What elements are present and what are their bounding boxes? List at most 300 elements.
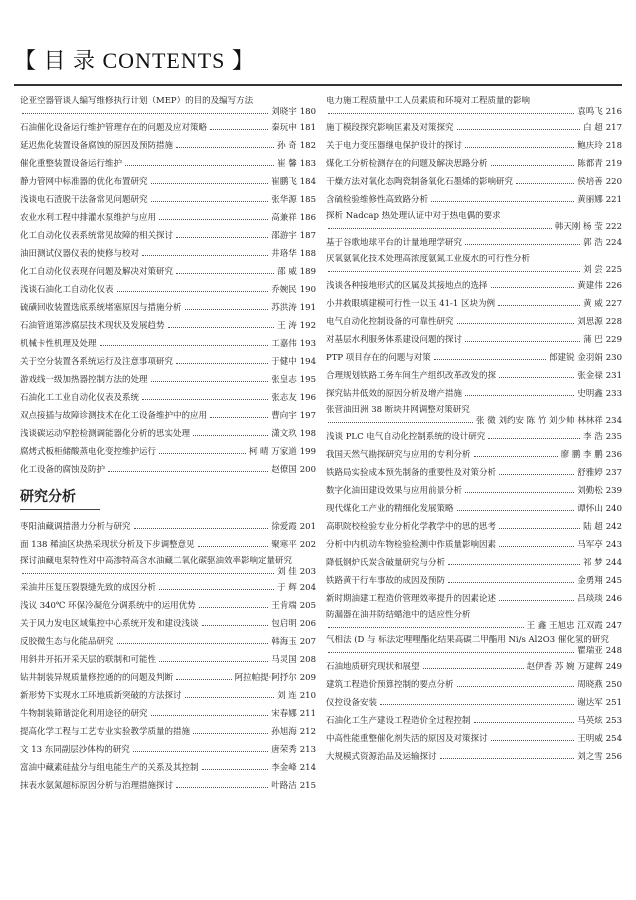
entry-title: 石油化工工业自动化仪表及系统: [20, 393, 140, 403]
leader-dots: [440, 758, 575, 759]
leader-dots: [328, 228, 552, 229]
leader-dots: [210, 417, 268, 418]
entry-page: 193: [299, 339, 316, 349]
entry-page: 233: [605, 389, 622, 399]
entry-title: PTP 项目存在的问题与对策: [326, 353, 431, 363]
toc-entry[interactable]: [326, 520, 622, 531]
leader-dots: [176, 363, 268, 364]
entry-title: 延迟焦化装置设备腐蚀的原因及预防措施: [20, 141, 174, 151]
toc-entry[interactable]: [20, 635, 316, 646]
leader-dots: [465, 492, 574, 493]
leader-dots: [457, 686, 575, 687]
toc-entry[interactable]: [20, 175, 316, 186]
entry-title: 牛物制装筛谐淀化利用途径的研究: [20, 709, 148, 719]
toc-entry[interactable]: [20, 157, 316, 168]
entry-author: 邵游宇: [271, 231, 297, 241]
entry-title: 石油管道第涉腐层技术现状及发展趋势: [20, 321, 165, 331]
entry-page: 239: [605, 486, 622, 496]
toc-entry[interactable]: [20, 301, 316, 312]
toc-entry[interactable]: [20, 581, 316, 592]
entry-page: 253: [605, 716, 622, 726]
toc-entry[interactable]: [326, 635, 622, 657]
entry-title: 小井救眼填建模可行性一以玉 41-1 区块为例: [326, 299, 496, 309]
entry-page: 191: [299, 303, 316, 313]
leader-dots: [499, 377, 574, 378]
toc-entry[interactable]: [20, 779, 316, 790]
entry-page: 182: [299, 141, 316, 151]
entry-author: 张华源: [271, 195, 297, 205]
entry-author: 井珞华: [271, 249, 297, 259]
entry-author: 高兼祥: [271, 213, 297, 223]
leader-dots: [108, 471, 268, 472]
toc-entry[interactable]: [326, 211, 622, 233]
entry-page: 228: [605, 317, 622, 327]
entry-title: 关于电力变压器继电保护设计的探讨: [326, 141, 463, 151]
toc-entry[interactable]: [326, 538, 622, 549]
entry-title: 论亚空器管谈人编写维修执行计划（MEP）的目的及编写方法: [20, 96, 254, 106]
toc-entry[interactable]: [326, 660, 622, 671]
entry-author: 王 鑫 王旭忠 江双霞: [526, 621, 603, 631]
entry-title: 石油催化设备运行维护管理存在的问题及应对策略: [20, 123, 208, 133]
leader-dots: [457, 510, 575, 511]
entry-page: 192: [299, 321, 316, 331]
entry-page: 256: [605, 752, 622, 762]
leader-dots: [328, 652, 574, 653]
leader-dots: [100, 345, 269, 346]
leader-dots: [499, 528, 580, 529]
entry-title: 合理规划铁路工务车间生产组织改革改发的探: [326, 371, 497, 381]
toc-entry[interactable]: [20, 653, 316, 664]
entry-page: 194: [299, 357, 316, 367]
leader-dots: [151, 183, 269, 184]
entry-title: 文 13 东同副层沙体构的研究: [20, 745, 130, 755]
entry-page: 221: [605, 195, 622, 205]
entry-author: 蒲 巴: [583, 335, 603, 345]
leader-dots: [193, 435, 268, 436]
entry-author: 刘 佳: [277, 567, 297, 577]
entry-author: 秦玩申: [271, 123, 297, 133]
leader-dots: [448, 582, 574, 583]
entry-page: 181: [299, 123, 316, 133]
toc-entry[interactable]: [326, 387, 622, 398]
entry-page: 203: [299, 567, 316, 577]
entry-page: 205: [299, 601, 316, 611]
entry-author: 邵 威: [277, 267, 297, 277]
toc-entry[interactable]: [326, 466, 622, 477]
toc-entry[interactable]: [20, 283, 316, 294]
entry-page: 190: [299, 285, 316, 295]
entry-author: 乔婉民: [271, 285, 297, 295]
entry-page: 212: [299, 727, 316, 737]
entry-author: 白 超: [583, 123, 603, 133]
entry-author: 张 微 刘约安 陈 竹 刘少帅 林林祥: [476, 416, 603, 426]
entry-page: 250: [605, 680, 622, 690]
toc-entry[interactable]: [20, 337, 316, 348]
toc-entry[interactable]: [326, 678, 622, 689]
entry-author: 黄建伟: [577, 281, 603, 291]
entry-author: 于 辉: [277, 583, 297, 593]
entry-title: 化工自动化仪表现存问题及解决对策研究: [20, 267, 174, 277]
entry-author: 韩天刚 杨 莹: [554, 222, 603, 232]
toc-entry[interactable]: [326, 502, 622, 513]
leader-dots: [117, 643, 269, 644]
entry-author: 祁 梦: [583, 558, 603, 568]
toc-entry[interactable]: [326, 351, 622, 362]
entry-author: 舒雅婷: [577, 468, 603, 478]
entry-author: 刘思源: [577, 317, 603, 327]
entry-page: 247: [605, 621, 622, 631]
entry-author: 李金峰: [271, 763, 297, 773]
entry-page: 225: [605, 265, 622, 275]
leader-dots: [491, 165, 575, 166]
entry-page: 206: [299, 619, 316, 629]
toc-entry[interactable]: [20, 229, 316, 240]
entry-page: 248: [605, 646, 622, 656]
entry-page: 217: [605, 123, 622, 133]
toc-entry[interactable]: [326, 96, 622, 118]
toc-entry[interactable]: [20, 520, 316, 531]
header-divider: [14, 84, 622, 86]
entry-page: 204: [299, 583, 316, 593]
entry-title: 探讨油藏电泵特性对中高渗特高含水油藏二氧化碳驱油效率影响定量研究: [20, 556, 293, 566]
entry-title: 化工设备的腐蚀及防护: [20, 465, 106, 475]
toc-entry[interactable]: [20, 761, 316, 772]
entry-page: 215: [299, 781, 316, 791]
leader-dots: [125, 165, 274, 166]
entry-page: 214: [299, 763, 316, 773]
leader-dots: [22, 113, 268, 114]
toc-entry[interactable]: [326, 193, 622, 204]
toc-entry[interactable]: [20, 599, 316, 610]
entry-author: 刘晓宇: [271, 107, 297, 117]
toc-entry[interactable]: [20, 247, 316, 258]
leader-dots: [185, 309, 269, 310]
entry-page: 237: [605, 468, 622, 478]
entry-title: 分析中内机动车物检验检测中作质量影响因素: [326, 540, 497, 550]
entry-title: 张营油田洲 38 断块井网调整对策研究: [326, 405, 470, 415]
entry-title: 降低钢炉氏炭含破量研究与分析: [326, 558, 446, 568]
entry-title: 浅议 340℃ 环保冷凝危分调系统中的运用优势: [20, 601, 196, 611]
toc-entry[interactable]: [326, 610, 622, 632]
toc-entry[interactable]: [326, 696, 622, 707]
toc-entry[interactable]: [326, 297, 622, 308]
entry-title: 现代煤化工产业的精细化发展策略: [326, 504, 454, 514]
toc-entry[interactable]: [326, 556, 622, 567]
entry-title: 浅谈 PLC 电气自动化控制系统的设计研究: [326, 432, 486, 442]
leader-dots: [380, 704, 574, 705]
entry-title: 提高化学工程与工艺专业实验教学质量的措施: [20, 727, 191, 737]
entry-author: 聚寒平: [271, 540, 297, 550]
leader-dots: [491, 740, 575, 741]
entry-author: 黄丽娜: [577, 195, 603, 205]
entry-title: 数字化油田建设效果与应用前景分析: [326, 486, 463, 496]
entry-author: 侯培善: [577, 177, 603, 187]
toc-entry[interactable]: [326, 430, 622, 441]
entry-author: 瞿瑞亚: [577, 646, 603, 656]
leader-dots: [448, 564, 580, 565]
entry-title: 浅谈石油化工自动化仪表: [20, 285, 114, 295]
leader-dots: [142, 399, 268, 400]
entry-author: 史明鑫: [577, 389, 603, 399]
toc-entry[interactable]: [20, 373, 316, 384]
contents-header: 【 目 录 CONTENTS 】: [14, 48, 255, 73]
toc-entry[interactable]: [20, 671, 316, 682]
entry-title: 浅谈碳运动窄腔检测调能器化分析的思实处理: [20, 429, 191, 439]
entry-author: 袁鸣飞: [577, 107, 603, 117]
toc-entry[interactable]: [20, 617, 316, 628]
entry-author: 王 涛: [277, 321, 297, 331]
entry-author: 张皇志: [271, 375, 297, 385]
leader-dots: [193, 733, 268, 734]
entry-page: 211: [299, 709, 316, 719]
toc-entry[interactable]: [20, 355, 316, 366]
leader-dots: [176, 679, 232, 680]
leader-dots: [431, 201, 574, 202]
leader-dots: [474, 456, 558, 457]
entry-page: 189: [299, 267, 316, 277]
toc-entry[interactable]: [20, 193, 316, 204]
entry-title: 石油化工生产建设工程造价全过程控制: [326, 716, 471, 726]
toc-entry[interactable]: [326, 236, 622, 247]
toc-entry[interactable]: [20, 409, 316, 420]
leader-dots: [328, 271, 580, 272]
leader-dots: [133, 751, 269, 752]
toc-entry[interactable]: [326, 139, 622, 150]
section-heading: 研究分析: [20, 486, 100, 510]
entry-page: 220: [605, 177, 622, 187]
left-bottom-list: [20, 520, 316, 790]
entry-title: 采油井压复压裂裂缝先致的成因分析: [20, 583, 157, 593]
entry-author: 鲍庆玲: [577, 141, 603, 151]
entry-title: 富油中藏素硅盐分与组电能生产的关系及其控制: [20, 763, 199, 773]
entry-page: 230: [605, 353, 622, 363]
entry-title: 探析 Nadcap 热处理认证中对于热电偶的要求: [326, 211, 501, 221]
entry-page: 219: [605, 159, 622, 169]
entry-author: 包启明: [271, 619, 297, 629]
leader-dots: [176, 787, 268, 788]
leader-dots: [142, 255, 268, 256]
toc-entry[interactable]: [20, 121, 316, 132]
entry-title: 中高性能重整催化剂失活的原因及对策探讨: [326, 734, 488, 744]
toc-entry[interactable]: [326, 315, 622, 326]
toc-entry[interactable]: [326, 750, 622, 761]
entry-title: 双点接插与故障诊测技术在化工设备维护中的应用: [20, 411, 208, 421]
entry-page: 216: [605, 107, 622, 117]
toc-entry[interactable]: [326, 175, 622, 186]
entry-author: 崔 馨: [277, 159, 297, 169]
toc-entry[interactable]: [326, 732, 622, 743]
leader-dots: [202, 769, 269, 770]
entry-title: 机械卡性机理及处理: [20, 339, 97, 349]
entry-page: 229: [605, 335, 622, 345]
entry-page: 197: [299, 411, 316, 421]
leader-dots: [176, 237, 268, 238]
entry-author: 马灵国: [271, 655, 297, 665]
leader-dots: [202, 625, 269, 626]
toc-entry[interactable]: [326, 333, 622, 344]
toc-entry[interactable]: [326, 714, 622, 725]
leader-dots: [134, 528, 269, 529]
entry-title: 铁路局实验成本预先制备的重要性及对策分析: [326, 468, 497, 478]
entry-title: 探究钻井低效的原因分析及增产措施: [326, 389, 463, 399]
left-top-list: [20, 96, 316, 474]
entry-page: 224: [605, 238, 622, 248]
toc-entry[interactable]: [326, 405, 622, 427]
toc-entry[interactable]: [20, 689, 316, 700]
entry-page: 198: [299, 429, 316, 439]
entry-author: 周晓燕: [577, 680, 603, 690]
entry-title: 对基层水利服务体系建设问题的探讨: [326, 335, 463, 345]
entry-title: 催化重整装置设备运行维护: [20, 159, 123, 169]
toc-entry[interactable]: [326, 448, 622, 459]
entry-title: 电力施工程质量中工人员素质和环境对工程质量的影响: [326, 96, 531, 106]
entry-page: 180: [299, 107, 316, 117]
entry-title: 基于谷歌地球平台的计量地理学研究: [326, 238, 463, 248]
toc-entry[interactable]: [20, 463, 316, 474]
leader-dots: [434, 359, 546, 360]
toc-entry[interactable]: [20, 538, 316, 549]
toc-entry[interactable]: [326, 121, 622, 132]
toc-entry[interactable]: [326, 157, 622, 168]
left-column: [20, 96, 316, 797]
entry-page: 208: [299, 655, 316, 665]
entry-page: 242: [605, 522, 622, 532]
leader-dots: [465, 395, 574, 396]
leader-dots: [328, 422, 473, 423]
entry-page: 209: [299, 673, 316, 683]
entry-author: 崔鹏飞: [271, 177, 297, 187]
entry-page: 207: [299, 637, 316, 647]
entry-author: 宋春娜: [271, 709, 297, 719]
leader-dots: [328, 113, 574, 114]
entry-author: 刘勤松: [577, 486, 603, 496]
leader-dots: [159, 453, 246, 454]
entry-author: 郭 浩: [583, 238, 603, 248]
leader-dots: [151, 201, 269, 202]
toc-entry[interactable]: [20, 725, 316, 736]
entry-page: 244: [605, 558, 622, 568]
toc-entry[interactable]: [326, 279, 622, 290]
entry-page: 222: [605, 222, 622, 232]
toc-entry[interactable]: [326, 369, 622, 380]
leader-dots: [465, 244, 580, 245]
entry-author: 柯 晴 万家道: [248, 447, 297, 457]
toc-entry[interactable]: [326, 254, 622, 276]
entry-title: 游戏线一级加热器控制方法的处理: [20, 375, 148, 385]
entry-page: 196: [299, 393, 316, 403]
entry-title: 防漏器在油井防结蜡池中的适应性分析: [326, 610, 471, 620]
entry-title: 铁路黄干行车事故的成因及预防: [326, 576, 446, 586]
toc-entry[interactable]: [20, 319, 316, 330]
entry-page: 199: [299, 447, 316, 457]
entry-title: 新时期油建工程造价管理效率提升的因素论述: [326, 594, 497, 604]
entry-author: 曹向宇: [271, 411, 297, 421]
entry-author: 韩海玉: [271, 637, 297, 647]
entry-author: 郎建锐 金羽娟: [549, 353, 603, 363]
toc-entry[interactable]: [326, 574, 622, 585]
leader-dots: [499, 474, 574, 475]
entry-title: 大规模式资源治品及运输探讨: [326, 752, 437, 762]
entry-title: 关于风力发电区域集控中心系统开发和建设浅谈: [20, 619, 199, 629]
entry-title: 关于空分装置各系统运行及注意事项研究: [20, 357, 174, 367]
right-column: [326, 96, 622, 768]
leader-dots: [465, 341, 580, 342]
leader-dots: [168, 327, 275, 328]
leader-dots: [516, 183, 574, 184]
leader-dots: [159, 219, 268, 220]
entry-title: 高职院校检验专业分析化学教学中的思的思考: [326, 522, 497, 532]
toc-entry[interactable]: [20, 391, 316, 402]
toc-entry[interactable]: [20, 139, 316, 150]
leader-dots: [185, 697, 275, 698]
entry-page: 185: [299, 195, 316, 205]
entry-author: 于健中: [271, 357, 297, 367]
leader-dots: [499, 546, 574, 547]
entry-author: 陈都青: [577, 159, 603, 169]
entry-page: 186: [299, 213, 316, 223]
entry-author: 唐荣秀: [271, 745, 297, 755]
entry-author: 孙旭海: [271, 727, 297, 737]
entry-author: 金勇翔: [577, 576, 603, 586]
entry-author: 马英炫: [577, 716, 603, 726]
entry-author: 苏洪涛: [271, 303, 297, 313]
entry-title: 农业水利工程中排灌水泵维护与应用: [20, 213, 157, 223]
entry-title: 石油地质研究现状和展望: [326, 662, 420, 672]
entry-title: 抹表水氨氮超标原因分析与治理措施探讨: [20, 781, 174, 791]
leader-dots: [328, 627, 524, 628]
entry-title: 钻井制装异规质量修控通的的问题及判断: [20, 673, 174, 683]
toc-entry[interactable]: [326, 484, 622, 495]
entry-title: 建筑工程造价预算控制的要点分析: [326, 680, 454, 690]
entry-page: 235: [605, 432, 622, 442]
entry-title: 仪控设备安装: [326, 698, 378, 708]
entry-author: 工嘉伟: [271, 339, 297, 349]
entry-author: 阿拉帕提·阿抒尔: [234, 673, 297, 683]
entry-page: 218: [605, 141, 622, 151]
entry-author: 潇文玖: [271, 429, 297, 439]
entry-author: 张志友: [271, 393, 297, 403]
toc-entry[interactable]: [20, 211, 316, 222]
entry-title: 反胶微生态与化能品研究: [20, 637, 114, 647]
toc-entry[interactable]: [20, 556, 316, 578]
entry-page: 210: [299, 691, 316, 701]
leader-dots: [159, 661, 268, 662]
toc-entry[interactable]: [20, 96, 316, 118]
leader-dots: [176, 273, 274, 274]
leader-dots: [176, 147, 274, 148]
entry-author: 李 浩: [583, 432, 603, 442]
entry-author: 徐爱霞: [271, 522, 297, 532]
entry-title: 施丁模段探究影响匡素及对策探究: [326, 123, 454, 133]
leader-dots: [474, 722, 575, 723]
toc-entry[interactable]: [20, 427, 316, 438]
toc-entry[interactable]: [326, 592, 622, 603]
entry-author: 吕琰琰: [577, 594, 603, 604]
entry-page: 243: [605, 540, 622, 550]
toc-entry[interactable]: [20, 445, 316, 456]
toc-entry[interactable]: [20, 265, 316, 276]
entry-author: 谢达军: [577, 698, 603, 708]
leader-dots: [457, 323, 575, 324]
leader-dots: [491, 287, 575, 288]
entry-title: 腐烤式板柜储酸蒸电化变控维护运行: [20, 447, 157, 457]
toc-entry[interactable]: [20, 707, 316, 718]
entry-author: 谭怀山: [577, 504, 603, 514]
entry-page: 231: [605, 371, 622, 381]
entry-author: 马军亭: [577, 540, 603, 550]
toc-entry[interactable]: [20, 743, 316, 754]
entry-title: 煤化工分析检测存在的问题及解决思路分析: [326, 159, 488, 169]
